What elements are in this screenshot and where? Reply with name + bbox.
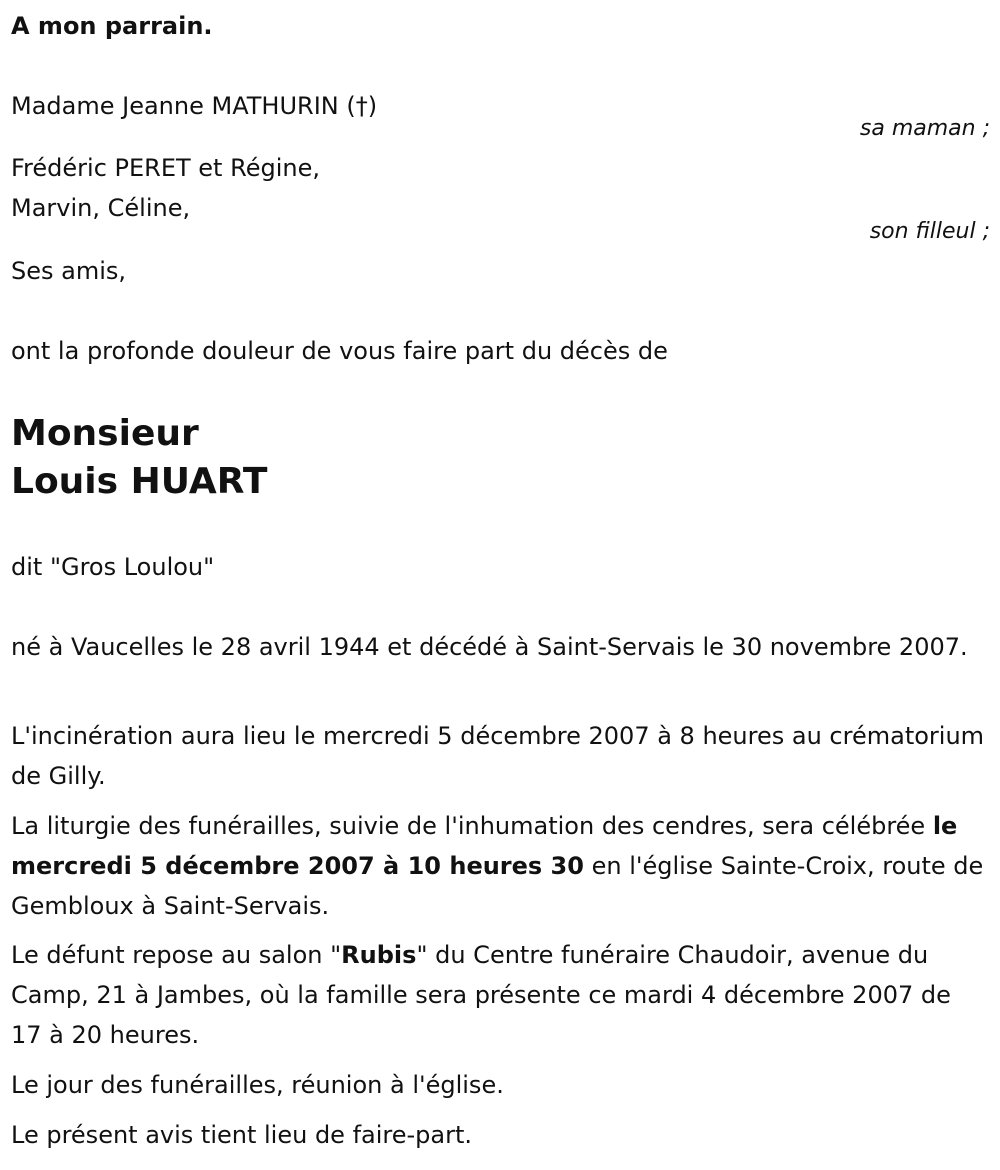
paragraph-birth-death: né à Vaucelles le 28 avril 1944 et décédé à Saint-Servais le 30 novembre 2007.	[11, 633, 968, 661]
relation-godson: son filleul ;	[869, 219, 990, 244]
liturgy-text-start: La liturgie des funérailles, suivie de l'inhumation des cendres, sera célébrée	[11, 812, 933, 840]
paragraph-notice: Le présent avis tient lieu de faire-part.	[11, 1121, 473, 1149]
family-line-mother: Madame Jeanne MATHURIN (†)	[11, 92, 378, 120]
liturgy-date-bold: le mercredi 5 décembre 2007 à 10 heures 30	[11, 812, 958, 880]
deceased-nickname: dit "Gros Loulou"	[11, 553, 215, 581]
deceased-name-block	[11, 410, 267, 506]
family-line-frederic: Frédéric PERET et Régine,	[11, 154, 320, 182]
relation-mother: sa maman ;	[859, 116, 990, 141]
paragraph-cremation: L'incinération aura lieu le mercredi 5 décembre 2007 à 8 heures au crématorium de Gilly.	[11, 722, 985, 790]
announcement-text: ont la profonde douleur de vous faire part du décès de	[11, 337, 668, 365]
repose-text-end: " du Centre funéraire Chaudoir, avenue du Camp, 21 à Jambes, où la famille sera présente ce mardi 4 décembre 2007 de 17 à 20 heures.	[11, 941, 951, 1049]
deceased-name: Louis HUART	[11, 461, 268, 502]
repose-text-start: Le défunt repose au salon "	[11, 941, 342, 969]
family-line-marvin: Marvin, Céline,	[11, 194, 191, 222]
paragraph-meeting: Le jour des funérailles, réunion à l'église.	[11, 1071, 504, 1099]
repose-salon-bold: Rubis	[341, 941, 417, 969]
paragraph-liturgy	[11, 806, 986, 926]
paragraph-repose	[11, 935, 986, 1055]
family-line-friends: Ses amis,	[11, 257, 127, 285]
liturgy-text-end: en l'église Sainte-Croix, route de Gembloux à Saint-Servais.	[11, 852, 984, 920]
deceased-title: Monsieur	[11, 413, 199, 454]
dedication-heading: A mon parrain.	[11, 12, 213, 40]
